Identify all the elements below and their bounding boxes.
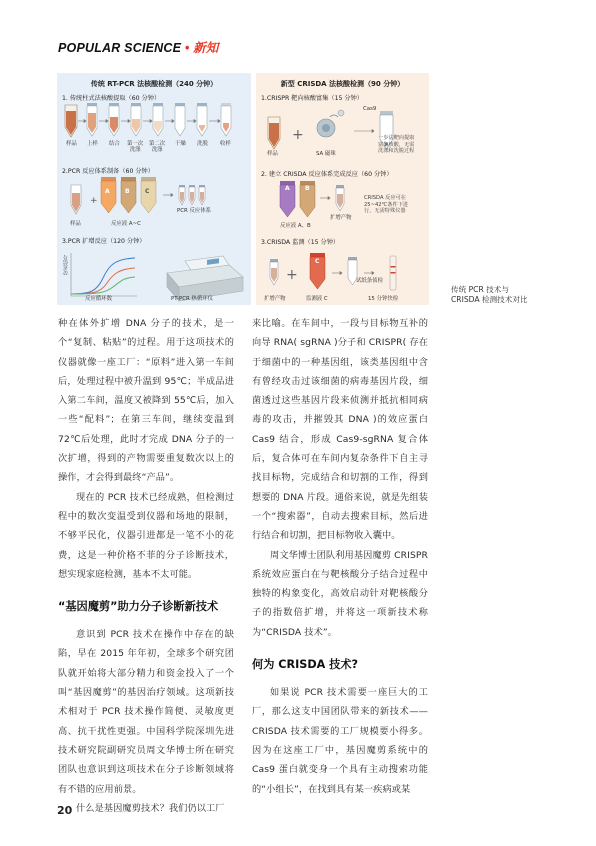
left-step2-title: 2.PCR 反应体系制备（60 分钟） [62,168,154,175]
label-right-sample: 样品 [267,151,278,157]
section-heading: “基因魔剪”助力分子诊断新技术 [58,600,219,614]
label-fluorescence: 荧光信号 [63,255,69,275]
label-pcr-system: PCR 反应体系 [177,208,212,214]
label-detect-reagent: 监测液 C [306,296,328,302]
left-step3-title: 3.PCR 扩增反应（120 分钟） [62,238,146,245]
label-collect: 收样 [220,141,231,147]
masthead-section: 新知 [193,41,219,55]
label-cas9: Cas9 [363,106,377,112]
tube-letter-c: C [145,188,150,195]
sa-beads [317,110,344,137]
left-panel-illustration [57,73,251,305]
panel-title-left: 传统 RT-PCR 法核酸检测（240 分钟） [90,80,218,88]
crisda-step3-product [270,259,278,285]
masthead [58,38,219,56]
label-reagents-ab: 反应液 A、B [280,223,311,229]
masthead-dot: • [181,41,194,55]
note-step2: CRISDA 反应可在 25~42℃条件下进 行，无需特殊仪器 [364,195,409,214]
label-15min-test: 15 分钟快检 [368,296,399,302]
caption-line-2: CRISDA 检测技术对比 [451,295,528,305]
label-dry: 干燥 [175,141,186,147]
label-load: 上样 [87,141,98,147]
panel-traditional-pcr [57,73,251,305]
paragraph: 周文华博士团队利用基因魔剪 CRISPR 系统效应蛋白在与靶核酸分子结合过程中独特的构象变化，高效启动针对靶核酸分子的指数倍扩增，并将这一项新技术称为“CRISDA 技术”。 [252,549,428,638]
label-thermal-cycler: PT-PCR 热循环仪 [171,296,214,302]
label-sa-beads: SA 磁珠 [316,151,336,157]
paragraph: 种在体外扩增 DNA 分子的技术，是一个“复制、粘贴”的过程。用于这项技术的仪器就像一座工厂：“原料”进入第一车间后，处理过程中被升温到 95℃；半成品进入第二车间，温度又被降到 55℃后，加入一些“配料”；在第三车间，继续变温到 72℃后处理，此时才完成 DNA 分子的一次扩增，得到的产物需要重复数次以上的操作，才会得到最终“产品”。 [58,318,234,484]
right-panel-illustration [256,73,429,305]
svg-text:+: + [90,196,98,206]
right-step2-title: 2. 建立 CRISDA 反应体系完成反应（60 分钟） [261,171,393,178]
figure-caption [451,285,528,306]
caption-line-1: 传统 PCR 技术与 [451,285,509,294]
note-step1: 一步法靶向提取 富集核酸，无需 洗涤和洗脱过程 [378,135,415,154]
text-column-2 [252,314,428,799]
label-step3-product: 扩增产物 [264,296,286,302]
label-amplified-product: 扩增产物 [330,215,352,221]
text-column-1 [58,314,234,818]
panel-title-right: 新型 CRISDA 法核酸检测（90 分钟） [280,80,405,88]
label-reagents-ac: 反应液 A~C [111,221,141,227]
test-strip [390,256,396,290]
section-heading: 何为 CRISDA 技术? [252,658,359,672]
right-step1-title: 1.CRISPR 靶向核酸富集（15 分钟） [261,95,363,102]
panel-crisda [256,73,429,305]
label-test-strip: 试纸条侦检 [356,278,383,284]
right-tube-letter-b: B [305,185,310,192]
tube-letter-c-detect: C [315,258,320,265]
tube-letter-a: A [105,188,110,195]
label-wash-2: 第二次 洗涤 [149,141,166,154]
amplification-chart [71,253,137,296]
extraction-tubes [65,103,231,137]
svg-text:+: + [286,267,298,283]
comparison-figure [57,73,429,305]
right-tube-letter-a: A [285,185,290,192]
paragraph: 现在的 PCR 技术已经成熟，但检测过程中的数次变温受到仪器和场地的限制，不够平民化，仪器引进都是一笔不小的花费，这是一种价格不菲的分子诊断技术，想实现家庭检测，基本不太可能。 [58,491,234,580]
paragraph: 如果说 PCR 技术需要一座巨大的工厂，那么这支中国团队带来的新技术——CRISDA 技术需要的工厂规模要小得多。因为在这座工厂中，基因魔剪系统中的 Cas9 蛋白就变身一个具有主动搜索功能的“小组长”，在找到具有某一疾病或某 [252,687,428,795]
label-elute: 洗脱 [197,141,208,147]
label-sample-1: 样品 [66,141,77,147]
label-wash-1: 第一次 洗涤 [127,141,144,154]
left-step1-title: 1. 传统柱式法核酸提取（60 分钟） [62,95,161,102]
svg-text:+: + [292,127,304,143]
page-number: 20 [57,804,73,817]
right-step3-title: 3.CRISDA 监测（15 分钟） [261,239,340,246]
tube-letter-b: B [125,188,130,195]
crisda-sample-tube [268,117,280,149]
label-sample-2: 样品 [70,221,81,227]
paragraph: 意识到 PCR 技术在操作中存在的缺陷，早在 2015 年年初，全球多个研究团队就开始将大部分精力和资金投入了一个叫“基因魔剪”的基因治疗领域。这项新技术相对于 PCR 技术操作简便、灵敏度更高、抗干扰性更强。中国科学院深圳先进技术研究院副研究员周文华博士所在研究团队也意识到这项技术在分子诊断领域将有不错的应用前景。 [58,629,234,795]
label-cycles: 反应循环数 [85,296,112,302]
masthead-brand: POPULAR SCIENCE [58,41,182,55]
thermal-cycler [167,256,243,301]
label-bind: 结合 [109,141,120,147]
crisda-product-tube [336,185,344,211]
paragraph: 来比喻。在车间中，一段与目标物互补的向导 RNA( sgRNA )分子和 CRISPR( 存在于细菌中的一种基因组，该类基因组中含有曾经攻击过该细菌的病毒基因片段，细菌透过这些基因片段来侦测并抵抗相同病毒的攻击，并摧毁其 DNA )的效应蛋白 Cas9 结合，形成 Cas9-sgRNA 复合体后，复合体可在车间内复杂条件下自主寻找目标物，完成结合和切割的工作，得到想要的 DNA 片段。通俗来说，就是先组装一个“搜索器”，自动去搜索目标，然后进行结合和切割，把目标物收入囊中。 [252,318,428,542]
paragraph: 什么是基因魔剪技术？我们仍以工厂 [76,802,225,814]
